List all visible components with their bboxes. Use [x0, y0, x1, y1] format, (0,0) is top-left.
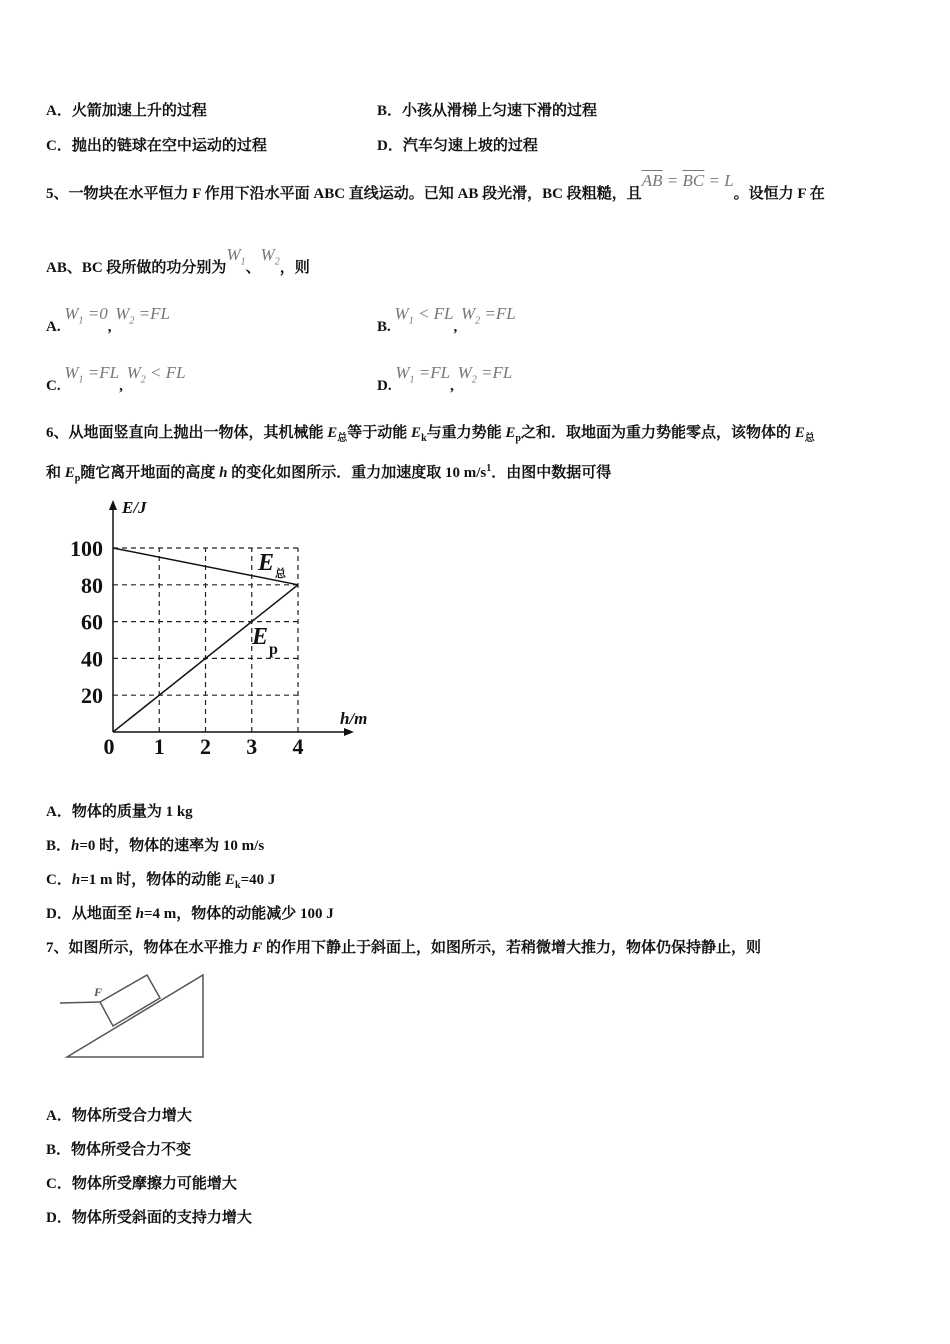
w: W — [126, 363, 141, 382]
option-label: A． — [46, 1108, 72, 1124]
incline-figure — [0, 0, 220, 1070]
q6-text: 与重力势能 — [426, 425, 506, 441]
q7-option-b[interactable] — [46, 1140, 191, 1160]
q6-text: 之和．取地面为重力势能零点，该物体的 — [520, 425, 795, 441]
e-symbol: E — [411, 425, 422, 441]
rel: =FL — [83, 363, 120, 382]
w: W — [64, 363, 79, 382]
f-symbol: F — [252, 940, 263, 956]
series-label-sub: p — [269, 641, 278, 658]
sub: 2 — [274, 256, 280, 268]
w: W — [226, 245, 241, 264]
x-axis-label: h/m — [340, 709, 368, 728]
option-text: 物体的质量为 1 kg — [71, 804, 193, 820]
rel: =0 — [83, 304, 108, 323]
option-text: 汽车匀速上坡的过程 — [402, 138, 538, 154]
x-tick-label: 0 — [103, 734, 115, 759]
q6-text: 等于动能 — [347, 425, 412, 441]
q7-option-d[interactable] — [46, 1208, 252, 1228]
y-tick-label: 60 — [81, 609, 103, 635]
option-label: A. — [46, 319, 61, 335]
h-symbol: h — [135, 906, 144, 922]
w: W — [115, 304, 130, 323]
sub: k — [421, 433, 427, 444]
option-text: 物体所受合力不变 — [71, 1142, 192, 1158]
option-math — [457, 363, 513, 386]
rel: =FL — [414, 363, 451, 382]
y-tick-label: 80 — [81, 572, 103, 598]
comma: , — [453, 319, 458, 335]
option-label: D． — [46, 1210, 72, 1226]
w: W — [461, 304, 476, 323]
option-label: C． — [46, 138, 72, 154]
y-tick-label: 20 — [81, 683, 103, 709]
option-label: B. — [377, 319, 391, 335]
option-label: B． — [377, 103, 403, 119]
x-tick-label: 3 — [246, 734, 258, 759]
sub: 1 — [78, 374, 84, 386]
option-text: =40 J — [240, 872, 276, 888]
q6-text: 和 — [46, 465, 65, 481]
q6-text: 6、从地面竖直向上抛出一物体，其机械能 — [46, 425, 328, 441]
option-math — [461, 304, 516, 327]
option-label: C． — [46, 1176, 72, 1192]
option-math — [395, 363, 451, 386]
sub: p — [515, 433, 521, 444]
sub: 1 — [240, 256, 246, 268]
q5-text: ，则 — [279, 260, 310, 276]
w: W — [260, 245, 275, 264]
x-axis-arrow — [344, 728, 354, 736]
option-math — [394, 304, 454, 327]
comma: , — [450, 378, 454, 394]
option-label: C． — [46, 872, 72, 888]
force-arrow-line — [60, 1002, 100, 1003]
sub: 2 — [129, 315, 135, 327]
y-axis-label: E/J — [122, 498, 147, 517]
option-text: 物体所受斜面的支持力增大 — [71, 1210, 252, 1226]
math-eq-l: = L — [704, 171, 734, 190]
q6-text: 的变化如图所示．重力加速度取 10 m/s — [227, 465, 487, 481]
w: W — [395, 363, 410, 382]
y-tick-label: 100 — [70, 536, 103, 561]
e-symbol: E — [224, 872, 235, 888]
option-text: 小孩从滑梯上匀速下滑的过程 — [402, 103, 598, 119]
comma: , — [107, 319, 112, 335]
series-label: E — [252, 624, 269, 650]
rel: < FL — [145, 363, 186, 382]
q4-option-b[interactable] — [377, 101, 597, 121]
sub: 1 — [409, 374, 415, 386]
w: W — [394, 304, 409, 323]
option-text: 物体所受摩擦力可能增大 — [71, 1176, 237, 1192]
q7-text: 的作用下静止于斜面上，如图所示，若稍微增大推力，物体仍保持静止，则 — [262, 940, 762, 956]
q7-option-a[interactable] — [46, 1106, 192, 1126]
force-label: F — [94, 985, 103, 999]
e-symbol: E — [327, 425, 338, 441]
sub: 2 — [471, 374, 477, 386]
option-label: D． — [377, 138, 403, 154]
x-tick-label: 2 — [200, 734, 211, 759]
option-label: A． — [46, 103, 72, 119]
rel: =FL — [476, 363, 513, 382]
math-eq: = — [662, 171, 683, 190]
sup: 1 — [486, 463, 492, 474]
comma: , — [119, 378, 123, 394]
y-tick-label: 40 — [81, 646, 103, 672]
sub: k — [235, 880, 241, 891]
q5-text: AB、BC 段所做的功分别为 — [46, 260, 227, 276]
sub: 总 — [337, 433, 348, 444]
q6-text: ．由图中数据可得 — [491, 465, 612, 481]
sub: 总 — [804, 433, 815, 444]
e-symbol: E — [64, 465, 75, 481]
rel: < FL — [413, 304, 454, 323]
q5-text: 。设恒力 F 在 — [733, 186, 825, 202]
e-symbol: E — [505, 425, 516, 441]
option-label: D. — [377, 378, 392, 394]
q7-text: 7、如图所示，物体在水平推力 — [46, 940, 253, 956]
option-label: B． — [46, 838, 72, 854]
option-label: B． — [46, 1142, 72, 1158]
option-text: =0 时，物体的速率为 10 m/s — [79, 838, 265, 854]
x-tick-label: 4 — [292, 734, 304, 759]
sub: p — [74, 473, 81, 484]
option-text: 从地面至 — [71, 906, 136, 922]
h-symbol: h — [219, 465, 228, 481]
option-text: =1 m 时，物体的动能 — [80, 872, 225, 888]
w: W — [64, 304, 79, 323]
x-tick-label: 1 — [153, 734, 165, 759]
option-text: 物体所受合力增大 — [71, 1108, 192, 1124]
option-text: =4 m，物体的动能减少 100 J — [143, 906, 334, 922]
sub: 2 — [475, 315, 481, 327]
h-symbol: h — [71, 872, 81, 888]
w: W — [457, 363, 472, 382]
sub: 1 — [408, 315, 414, 327]
option-label: D． — [46, 906, 72, 922]
sub: 1 — [78, 315, 84, 327]
q4-option-d[interactable] — [377, 136, 538, 156]
rel: =FL — [480, 304, 516, 323]
e-symbol: E — [794, 425, 805, 441]
rel: =FL — [134, 304, 170, 323]
math-bc: $\overline{BC}$ — [682, 171, 705, 190]
option-text: 抛出的链球在空中运动的过程 — [71, 138, 267, 154]
q5-text: 5、一物块在水平恒力 F 作用下沿水平面 ABC 直线运动。已知 AB 段光滑，BC 段粗糙，且 — [46, 186, 642, 202]
math-ab-bc-l — [642, 171, 734, 190]
option-label: C. — [46, 378, 61, 394]
sep: 、 — [245, 260, 261, 276]
q6-text: 随它离开地面的高度 — [80, 465, 220, 481]
q7-option-c[interactable] — [46, 1174, 237, 1194]
math-ab: $\overline{AB}$ — [641, 171, 663, 190]
h-symbol: h — [71, 838, 80, 854]
series-label: E — [258, 550, 275, 576]
series-label-sub: 总 — [275, 568, 286, 580]
sub: 2 — [140, 374, 146, 386]
option-label: A． — [46, 804, 72, 820]
option-text: 火箭加速上升的过程 — [71, 103, 207, 119]
